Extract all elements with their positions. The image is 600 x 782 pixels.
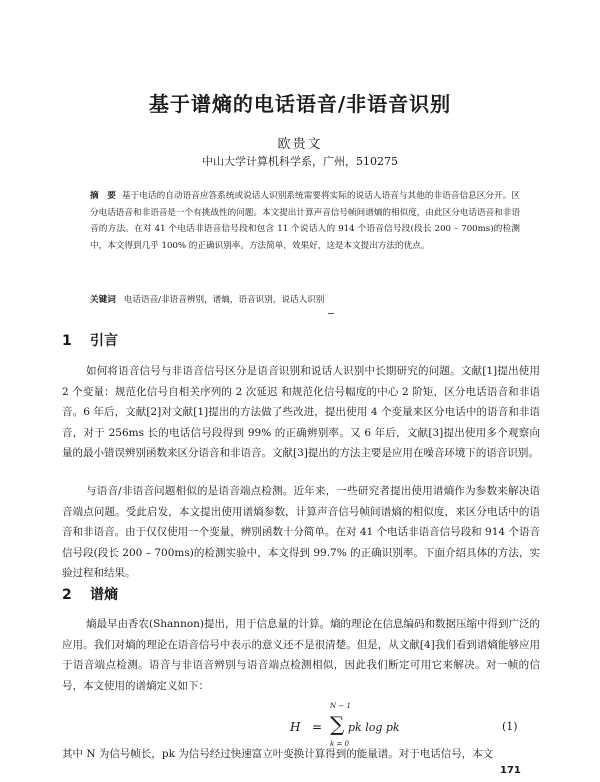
section-number: 2	[62, 587, 72, 603]
equation-body: pk log pk	[348, 721, 400, 734]
section-title: 引言	[90, 333, 118, 349]
page-number: 171	[500, 765, 521, 776]
keywords-text: 电话语音/非语音辨别，谱熵，语音识别，说话人识别	[123, 295, 325, 305]
equation-equals: =	[312, 720, 323, 734]
body-paragraph: 如何将语音信号与非语音信号区分是语音识别和说话人识别中长期研究的问题。文献[1]提出使用 2 个变量：规范化信号自相关序列的 2 次延迟 和规范化信号幅度的中心 2 阶矩，区分电话语音和非语音。6 年后，文献[2]对文献[1]提出的方法做了些改进，提出使用 4 个变量来区分电话中的语音和非语音，对于 256ms 长的电话信号段得到 99% 的正确辨别率。又 6 年后，文献[3]提出使用多个观察向量的最小错误辨别函数来区分语音和非语音。文献[3]提出的方法主要是应用在噪音环境下的语音识别。	[62, 365, 540, 459]
paper-title: 基于谱熵的电话语音/非语音识别	[148, 92, 452, 116]
body-paragraph: 熵最早由香农(Shannon)提出，用于信息量的计算。熵的理论在信息编码和数据压缩中得到广泛的应用。我们对熵的理论在语音信号中表示的意义还不是很清楚。但是，从文献[4]我们看到谱熵能够应用于语音端点检测。语音与非语音辨别与语音端点检测相似，因此我们断定可用它来解决。对一帧的信号，本文使用的谱熵定义如下：	[62, 618, 541, 692]
section-title: 谱熵	[90, 587, 118, 603]
equation-lhs: H	[290, 720, 301, 734]
sum-lower-limit: k = 0	[330, 740, 350, 748]
abstract-text: 基于电话的自动语音应答系统或说话人识别系统需要将实际的说话人语音与其他的非语音信息区分开。区分电话语音和非语音是一个有挑战性的问题。本文提出计算声音信号帧间谱熵的相似度，由此区分电话语音和非语音的方法。在对 41 个电话非语音信号段和包含 11 个说话人的 914 个语音信号段(段长 200 – 700ms)的检测中，本文得到几乎 100% 的正确识别率。方法简单，效果好，这是本文提出方法的优点。	[90, 191, 520, 251]
body-paragraph: 与语音/非语音问题相似的是语音端点检测。近年来，一些研究者提出使用谱熵作为参数来解决语音端点问题。受此启发，本文提出使用谱熵参数，计算声音信号帧间谱熵的相似度，来区分电话中的语音和非语音。由于仅仅使用一个变量，辨别函数十分简单。在对 41 个电话非语音信号段和 914 个语音信号段(段长 200 – 700ms)的检测实验中，本文得到 99.7% 的正确识别率。下面介绍具体的方法，实验过程和结果。	[62, 485, 540, 579]
sum-upper-limit: N − 1	[330, 702, 351, 710]
summation-symbol: ∑	[330, 712, 345, 736]
abstract-label: 摘 要	[90, 191, 116, 201]
body-paragraph: 其中 N 为信号帧长，pk 为信号经过快速富立叶变换计算得到的能量谱。对于电话信号，本文	[62, 748, 494, 760]
author-affiliation: 中山大学计算机科学系，广州，510275	[202, 155, 398, 168]
section-number: 1	[62, 333, 72, 349]
keywords-block	[90, 292, 520, 308]
equation-1	[270, 702, 540, 748]
keywords-label: 关键词	[90, 295, 116, 305]
abstract-block	[90, 188, 520, 254]
section-heading-2	[62, 584, 118, 604]
stray-mark	[328, 313, 334, 314]
section-heading-1	[62, 330, 118, 350]
equation-number: (1)	[502, 720, 518, 733]
author-name: 欧贵文	[277, 137, 323, 152]
